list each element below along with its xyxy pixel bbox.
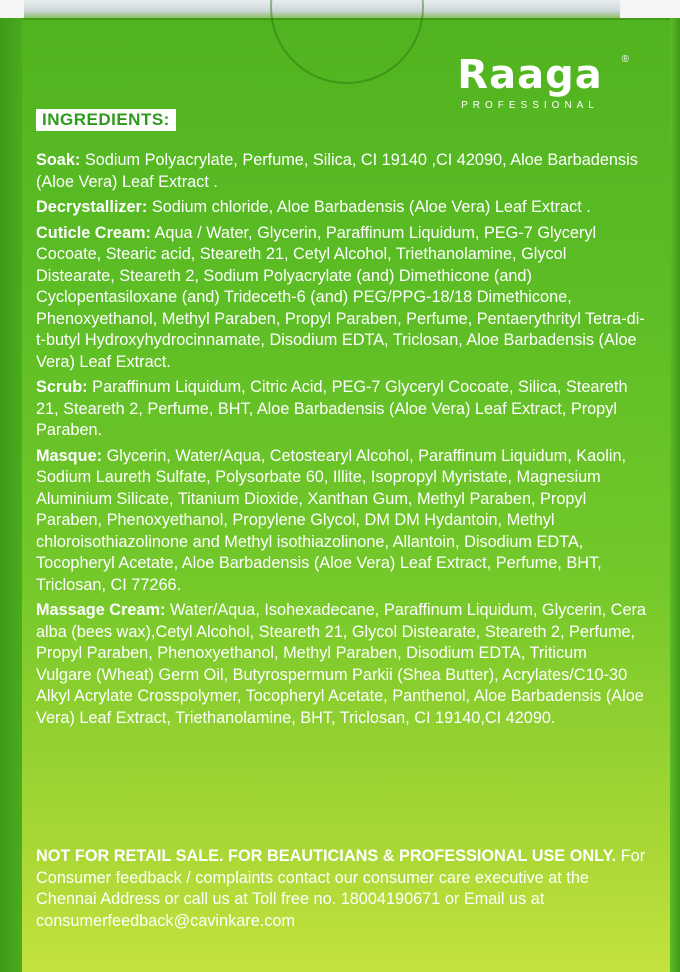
- section-text: Paraffinum Liquidum, Citric Acid, PEG-7 Glyceryl Cocoate, Silica, Steareth 21, Steareth 2, Perfume, BHT, Aloe Barbadensis (Aloe Vera) Leaf Extract, Propyl Paraben.: [36, 378, 628, 439]
- section-text: Aqua / Water, Glycerin, Paraffinum Liquidum, PEG-7 Glyceryl Cocoate, Stearic acid, Steareth 21, Cetyl Alcohol, Triethanolamine, Glycol Distearate, Steareth 2, Sodium Polyacrylate (and) Dimethicone (and) Cyclopentasiloxane (and) Trideceth-6 (and) PEG/PPG-18/18 Dimethicone, Phenoxyethanol, Methyl Paraben, Propyl Paraben, Perfume, Pentaerythrityl Tetra-di-t-butyl Hydroxyhydrocinnamate, Disodium EDTA, Triclosan, Aloe Barbadensis (Aloe Vera) Leaf Extract.: [36, 223, 645, 371]
- brand-name: Raaga: [457, 52, 603, 98]
- section-text: Water/Aqua, Isohexadecane, Paraffinum Liquidum, Glycerin, Cera alba (bees wax),Cetyl Alcohol, Steareth 21, Glycol Distearate, Steareth 2, Perfume, Propyl Paraben, Phenoxyethanol, Methyl Paraben, Disodium EDTA, Triticum Vulgare (Wheat) Germ Oil, Butyrospermum Parkii (Shea Butter), Acrylates/C10-30 Alkyl Acrylate Crosspolymer, Tocopheryl Acetate, Panthenol, Aloe Barbadensis (Aloe Vera) Leaf Extract, Triethanolamine, BHT, Triclosan, CI 19140,CI 42090.: [36, 601, 646, 727]
- section-masque: [36, 446, 646, 597]
- brand-logo: [425, 52, 635, 111]
- section-text: Sodium Polyacrylate, Perfume, Silica, CI 19140 ,CI 42090, Aloe Barbadensis (Aloe Vera) Leaf Extract .: [36, 151, 638, 191]
- section-massage-cream: [36, 600, 646, 729]
- flap-corner-right: [620, 0, 680, 18]
- section-text: Glycerin, Water/Aqua, Cetostearyl Alcohol, Paraffinum Liquidum, Kaolin, Sodium Laureth Sulfate, Polysorbate 60, Illite, Isopropyl Myristate, Magnesium Aluminium Silicate, Titanium Dioxide, Xanthan Gum, Methyl Paraben, Propyl Paraben, Phenoxyethanol, Propylene Glycol, DM DM Hydantoin, Methyl chloroisothiazolinone and Methyl isothiazolinone, Allantoin, Disodium EDTA, Tocopheryl Acetate, Aloe Barbadensis (Aloe Vera) Leaf Extract, Perfume, BHT, Triclosan, CI 77266.: [36, 446, 627, 594]
- section-cuticle-cream: [36, 223, 646, 374]
- box-right-edge: [670, 18, 680, 972]
- section-decrystallizer: [36, 197, 646, 219]
- section-soak: [36, 150, 646, 193]
- section-scrub: [36, 377, 646, 442]
- ingredients-heading: INGREDIENTS:: [36, 109, 176, 131]
- section-text: Sodium chloride, Aloe Barbadensis (Aloe Vera) Leaf Extract .: [151, 198, 591, 216]
- box-left-edge: [0, 18, 22, 972]
- usage-notice: [36, 846, 646, 932]
- section-label: Cuticle Cream:: [36, 223, 151, 242]
- registered-mark: ®: [621, 54, 629, 65]
- section-label: Scrub:: [36, 378, 88, 396]
- section-label: Massage Cream:: [36, 601, 166, 619]
- flap-corner-left: [0, 0, 24, 18]
- ingredients-list: [36, 150, 646, 733]
- brand-tagline: PROFESSIONAL: [461, 100, 599, 111]
- section-label: Soak:: [36, 151, 81, 169]
- section-label: Decrystallizer:: [36, 198, 148, 216]
- notice-bold: NOT FOR RETAIL SALE. FOR BEAUTICIANS & PROFESSIONAL USE ONLY.: [36, 847, 617, 865]
- notice-text: For Consumer feedback / complaints contact our consumer care executive at the Chennai Address or call us at Toll free no. 18004190671 or Email us at consumerfeedback@cavinkare.com: [36, 847, 646, 930]
- thumb-notch-cutout: [270, 0, 424, 84]
- section-label: Masque:: [36, 446, 103, 465]
